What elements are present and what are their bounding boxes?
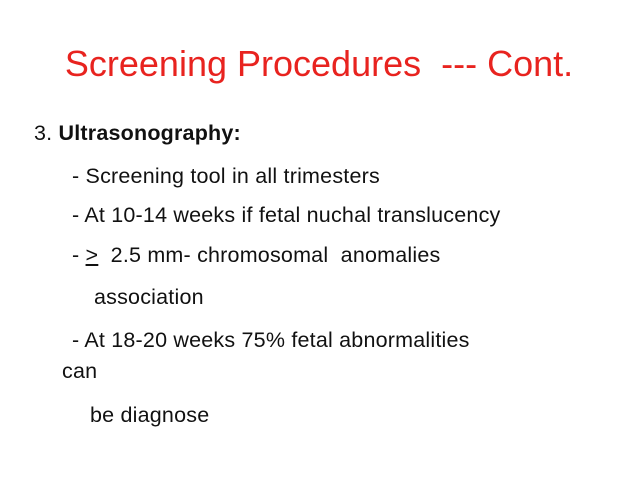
bullet-line-4-continuation-1: can	[62, 359, 98, 383]
item-heading-line	[34, 118, 241, 148]
bullet-line-4: - At 18-20 weeks 75% fetal abnormalities	[72, 328, 470, 352]
item-number: 3.	[34, 121, 59, 145]
bullet-line-1: - Screening tool in all trimesters	[72, 164, 380, 188]
bullet-line-3-continuation: association	[94, 285, 204, 309]
bullet-line-3	[72, 240, 440, 270]
bullet-line-3-prefix: -	[72, 243, 86, 267]
bullet-line-2: - At 10-14 weeks if fetal nuchal translucency	[72, 203, 501, 227]
bullet-line-3-rest: 2.5 mm- chromosomal anomalies	[98, 243, 441, 267]
slide-title: Screening Procedures --- Cont.	[64, 43, 574, 84]
bullet-line-4-continuation-2: be diagnose	[90, 403, 210, 427]
greater-equal-symbol: >	[85, 243, 99, 267]
item-heading: Ultrasonography:	[58, 121, 241, 145]
